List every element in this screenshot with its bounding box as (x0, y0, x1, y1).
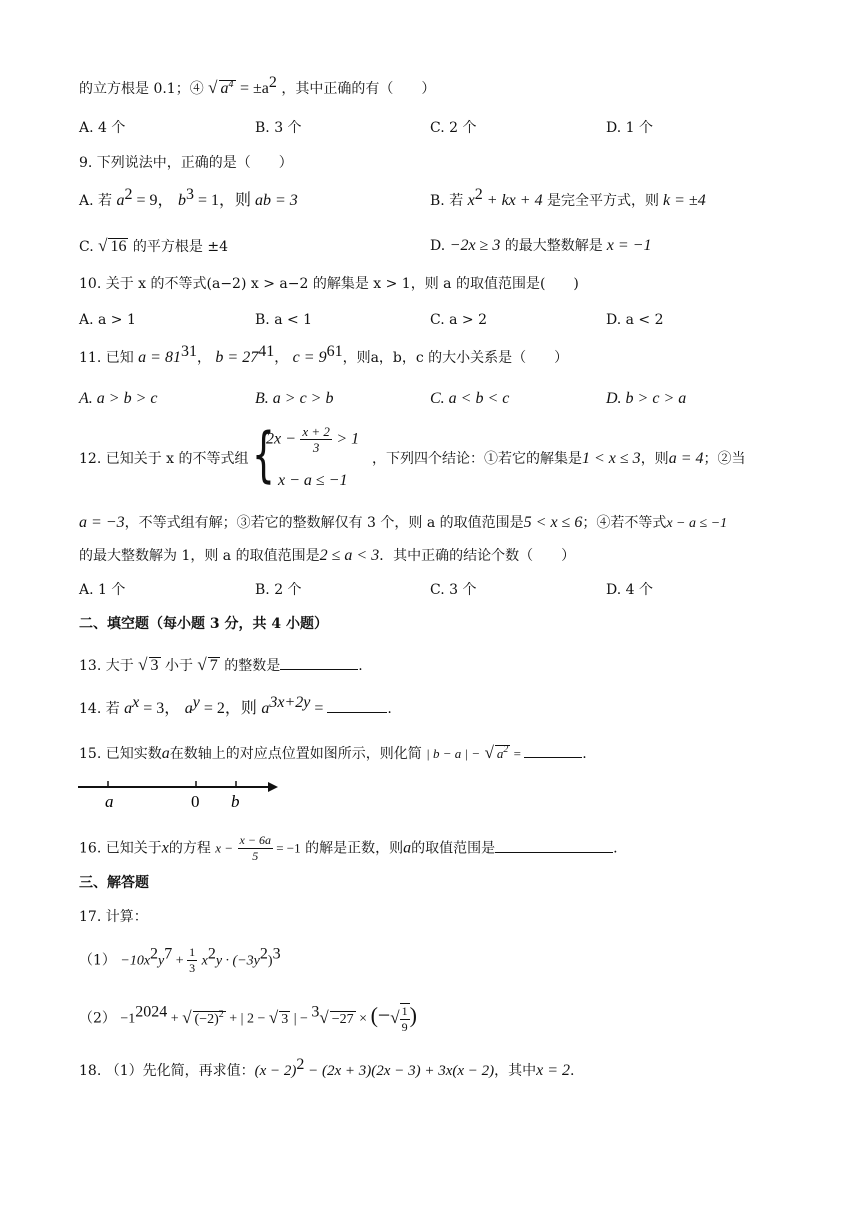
q9-b-label: B. 若 (430, 193, 464, 209)
number-line-label-a: a (105, 792, 114, 811)
q17-2-sqrt-3: √ −27 (319, 1007, 354, 1027)
q16-a: a (403, 839, 412, 857)
q11-option-d[interactable]: D. b > c > a (606, 390, 687, 407)
q17-2-den: 9 (401, 1020, 408, 1034)
q11-c: c = 9 (292, 349, 327, 366)
q17-2-t1: −1 (120, 1011, 136, 1027)
q13-end: . (358, 658, 363, 674)
q17-1-t2-e1: 2 (207, 945, 216, 963)
q17-1-label: （1） (79, 952, 116, 969)
q12-system-brace: { (252, 420, 275, 490)
q9-c-label: C. (79, 239, 94, 255)
q14-end: . (387, 701, 392, 717)
q11-b-exp: 41 (258, 343, 275, 360)
q17-1-den: 3 (189, 961, 196, 975)
q12-line-2 (79, 513, 727, 534)
q17-1-t2-e2: 2 (259, 945, 268, 963)
q9-a-label: A. 若 (79, 193, 113, 209)
q12-option-c[interactable]: C. 3 个 (430, 582, 477, 598)
q16-end: . (613, 840, 618, 857)
number-line-figure (78, 775, 288, 815)
q12-stem-post (372, 449, 745, 469)
q8-option-a[interactable]: A. 4 个 (79, 120, 126, 136)
q17-2-t1-exp: 2024 (135, 1003, 168, 1021)
q9-b-k: k = ±4 (659, 192, 706, 209)
q16-answer-blank[interactable] (495, 838, 613, 853)
q13-rad-2: 7 (209, 657, 218, 674)
q14-answer-blank[interactable] (327, 698, 387, 713)
q18-line (79, 1056, 575, 1081)
q17-1-t2-e3: 3 (272, 945, 281, 963)
number-line-label-zero: 0 (191, 792, 200, 811)
q11-option-a[interactable]: A. a > b > c (79, 390, 158, 407)
q13-post: 的整数是 (224, 658, 281, 674)
q8-rad-base: a (220, 80, 229, 97)
q18-expr2: − (2x + 3)(2x − 3) + 3x(x − 2) (304, 1063, 495, 1079)
q12-ineq-1 (266, 424, 359, 455)
q12-post5: ；②当 (703, 451, 746, 467)
q8-rad-exp: 4 (228, 79, 234, 90)
q12-line-3 (79, 546, 575, 566)
q12-ineq1-left: 2x − (266, 430, 296, 448)
q12-ineq-2: x − a ≤ −1 (278, 472, 348, 489)
q17-1-t2c: ) (267, 953, 273, 969)
q8-eq-exp: 2 (268, 74, 277, 91)
q14-e2-exp: y (192, 694, 200, 711)
q9-a-var-a: a (116, 192, 125, 209)
q12-option-d[interactable]: D. 4 个 (606, 582, 653, 598)
q17-2-rad2: 3 (281, 1011, 289, 1027)
q18-expr-exp: 2 (296, 1056, 305, 1073)
q16-den: 5 (252, 849, 259, 863)
q11-a-exp: 31 (180, 343, 197, 360)
q12-post3: ，则 (640, 451, 669, 467)
q15-line (79, 743, 587, 764)
q17-part-2 (79, 1003, 417, 1035)
q12-post4: a = 4 (668, 450, 704, 467)
q9-b-exp: 3 (185, 186, 194, 203)
q9-d-sol: x = −1 (602, 237, 652, 254)
q17-1-frac (187, 945, 197, 976)
q17-2-sqrt-4: √ $\frac{1}{9}$ (390, 1004, 408, 1034)
q9-option-b[interactable] (430, 186, 706, 211)
q17-stem: 17. 计算： (79, 909, 148, 925)
q10-option-b[interactable]: B. a < 1 (255, 312, 313, 328)
q14-e3: a (261, 700, 270, 717)
q15-rad-exp: 2 (503, 744, 509, 755)
q14-e2-eq: = 2，则 (199, 700, 257, 717)
q13-mid: 小于 (164, 658, 193, 674)
q9-option-c[interactable] (79, 236, 228, 257)
q9-d-suffix: 的最大整数解是 (504, 238, 603, 254)
q8-tail-prefix: 的立方根是 0.1；④ (79, 81, 204, 97)
q17-2-cube-index: 3 (311, 1003, 320, 1021)
q17-1-t1b: y (158, 953, 165, 969)
q10-option-c[interactable]: C. a > 2 (430, 312, 487, 328)
q12-ineq1-right: > 1 (336, 430, 360, 448)
q17-2-close: ) (409, 1002, 417, 1028)
q13-rad-1: 3 (150, 657, 159, 674)
q12-line2-range: 5 < x ≤ 6 (523, 514, 583, 531)
q11-a: a = 81 (138, 349, 181, 366)
q13-sqrt-1: √ 3 (138, 655, 159, 674)
q12-post2: 1 < x ≤ 3 (582, 450, 641, 467)
q16-x: x (161, 839, 169, 857)
q9-d-label: D. (430, 238, 446, 254)
q13-line (79, 655, 363, 676)
q16-pre: 16. 已知关于 (79, 840, 162, 857)
q14-e3-eq: = (310, 700, 328, 717)
q9-c-rad: 16 (110, 238, 127, 255)
q18-stem: 18. （1）先化简，再求值： (79, 1063, 255, 1079)
q12-stem-pre: 12. 已知关于 x 的不等式组 (79, 451, 249, 467)
q16-line (79, 833, 618, 864)
q18-end: . (570, 1063, 575, 1079)
q10-option-d[interactable]: D. a < 2 (606, 312, 664, 328)
q12-line2: ，不等式组有解；③若它的整数解仅有 3 个，则 a 的取值范围是 (124, 515, 524, 531)
q17-2-sqrt-1: √ $(-2)^2$ (182, 1007, 224, 1027)
q14-line (79, 694, 392, 719)
q9-b-mid: 是完全平方式，则 (547, 193, 660, 209)
q9-d-ineq: −2x ≥ 3 (449, 237, 501, 254)
q9-c-suffix: 的平方根是 ±4 (132, 239, 229, 255)
q17-2-num: 1 (401, 1004, 408, 1018)
number-line-label-b: b (231, 792, 240, 811)
q18-val: x = 2 (536, 1062, 571, 1079)
q9-b-x-exp: 2 (474, 186, 483, 203)
q11-post: ，则a，b，c 的大小关系是（ ） (342, 350, 569, 366)
q13-answer-blank[interactable] (280, 655, 358, 670)
q16-lhs: x − (215, 840, 234, 856)
q12-ineq1-den: 3 (312, 440, 320, 455)
q15-pre: 15. 已知实数 (79, 746, 162, 762)
q11-pre: 11. 已知 (79, 350, 134, 366)
q17-1-t1-e1: 2 (150, 945, 159, 963)
q13-sqrt-2: √ 7 (197, 655, 218, 674)
q17-2-neg: (− (370, 1002, 391, 1028)
q11-c-exp: 61 (326, 343, 343, 360)
q15-answer-blank[interactable] (524, 743, 582, 758)
q15-rad-base: a (496, 746, 504, 761)
section-2-heading: 二、填空题（每小题 3 分，共 4 小题） (79, 616, 328, 632)
q12-option-b[interactable]: B. 2 个 (255, 582, 302, 598)
q12-line3-range: 2 ≤ a < 3 (319, 547, 380, 564)
q9-a-var-b: b (177, 192, 186, 209)
q11-stem: 11. 已知 $a = 81^{31}$， $b = 27^{41}$， $c = 9^{61}$，则a，b，c 的大小关系是（ ） (79, 343, 569, 366)
q12-option-a[interactable]: A. 1 个 (79, 582, 126, 598)
q12-line2-a: a = −3 (79, 514, 125, 531)
q15-eq: = (510, 746, 525, 761)
q8-option-c[interactable]: C. 2 个 (430, 120, 477, 136)
q17-2-rad3: −27 (331, 1011, 354, 1027)
q15-expr: | b − a | − (426, 746, 481, 761)
q17-1-t2b: y · (−3y (215, 953, 260, 969)
q17-1-t1-e2: 7 (164, 945, 173, 963)
q16-num: x − 6a (239, 833, 271, 847)
q16-post: 的解是正数，则 (305, 840, 404, 857)
q15-sqrt: √ $a^2$ (484, 743, 509, 762)
q14-pre: 14. 若 (79, 701, 120, 717)
q8-option-b[interactable]: B. 3 个 (255, 120, 302, 136)
q16-rhs: = −1 (272, 840, 301, 856)
q15-mid: 在数轴上的对应点位置如图所示，则化简 (169, 746, 422, 762)
section-3-heading: 三、解答题 (79, 875, 149, 891)
q17-2-abs-end: | − (290, 1011, 312, 1027)
q9-a-eq: = 9， (132, 192, 174, 209)
q12-line3: 的最大整数解为 1，则 a 的取值范围是 (79, 548, 320, 564)
q17-part-1 (79, 945, 281, 976)
q12-line3-end: ．其中正确的结论个数（ ） (379, 548, 576, 564)
q17-2-sqrt-2: √ 3 (268, 1007, 289, 1027)
q14-e1-eq: = 3， (139, 700, 181, 717)
q17-2-rad1: (−2) (194, 1011, 219, 1027)
q17-1-plus: + (172, 953, 188, 969)
q16-mid: 的方程 (168, 840, 211, 857)
q11-b: b = 27 (215, 349, 259, 366)
q9-option-a[interactable] (79, 186, 298, 211)
q10-stem: 10. 关于 x 的不等式(a−2) x > a−2 的解集是 x > 1，则 a 的取值范围是( ) (79, 276, 579, 292)
q11-option-c[interactable]: C. a < b < c (430, 390, 510, 407)
q8-tail-line (79, 74, 436, 99)
q10-option-a[interactable]: A. a > 1 (79, 312, 136, 328)
q12-ineq1-num: x + 2 (302, 424, 330, 439)
q12-line2-ineq: x − a ≤ −1 (666, 516, 728, 531)
q17-2-label: （2） (79, 1010, 116, 1027)
q16-frac (238, 833, 273, 864)
q15-a: a (161, 745, 170, 762)
q9-stem: 9. 下列说法中，正确的是（ ） (79, 155, 293, 171)
q17-1-t1: −10x (120, 953, 151, 969)
q17-2-plus1: + (167, 1011, 183, 1027)
q15-end: . (582, 746, 587, 762)
q12-ineq1-frac (300, 424, 332, 455)
q16-post2: 的取值范围是 (411, 840, 496, 857)
q9-ab: ab = 3 (250, 192, 298, 209)
q18-expr: (x − 2) (254, 1063, 297, 1079)
q17-2-rad1-exp: 2 (218, 1008, 224, 1020)
q8-sqrt: √ $a^4$ (208, 78, 234, 97)
q8-suffix: ，其中正确的有（ ） (281, 81, 436, 97)
q9-b-eq: = 1，则 (193, 192, 251, 209)
q17-2-plus2: + | 2 − (225, 1011, 269, 1027)
q14-e1-exp: x (132, 694, 140, 711)
q17-1-t2: x (201, 953, 208, 969)
q8-eq: = ±a (239, 80, 269, 97)
number-line-arrow-icon (268, 782, 278, 792)
q14-e2: a (184, 700, 193, 717)
q11-option-b[interactable]: B. a > c > b (255, 390, 334, 407)
q17-1-num: 1 (189, 945, 196, 959)
q8-option-d[interactable]: D. 1 个 (606, 120, 653, 136)
q13-pre: 13. 大于 (79, 658, 134, 674)
q9-a-exp: 2 (124, 186, 133, 203)
q9-option-d[interactable] (430, 236, 651, 256)
q9-c-sqrt: √ 16 (98, 236, 127, 255)
q12-post: ，下列四个结论：①若它的解集是 (372, 451, 582, 467)
q12-line2-b: ；④若不等式 (582, 515, 667, 531)
q9-b-x: x (467, 192, 475, 209)
q14-e3-exp: 3x+2y (269, 694, 311, 711)
q17-2-times: × (355, 1011, 371, 1027)
q14-e1: a (124, 700, 133, 717)
q18-post: ，其中 (494, 1063, 537, 1079)
q9-b-rest: + kx + 4 (482, 192, 543, 209)
